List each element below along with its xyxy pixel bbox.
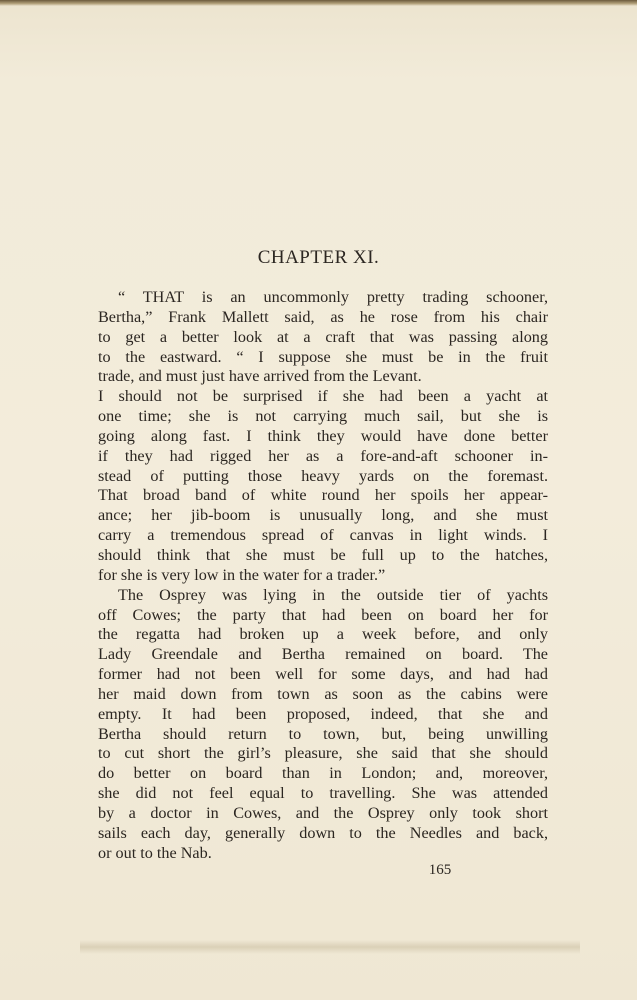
- text-line: to get a better look at a craft that was passing along: [98, 327, 548, 346]
- text-line: she did not feel equal to travelling. She was attended: [98, 784, 548, 803]
- text-line: going along fast. I think they would have done better: [98, 426, 548, 445]
- text-line: Bertha should return to town, but, being unwilling: [98, 724, 548, 743]
- text-line: sails each day, generally down to the Needles and back,: [98, 823, 548, 842]
- text-line: if they had rigged her as a fore-and-aft schooner in-: [98, 446, 548, 465]
- text-line: “ THAT is an uncommonly pretty trading schooner,: [118, 288, 548, 306]
- text-line: to the eastward. “ I suppose she must be in the fruit: [98, 347, 548, 366]
- page-bottom-shadow: [80, 940, 580, 954]
- text-line: do better on board than in London; and, moreover,: [98, 764, 548, 783]
- text-line: trade, and must just have arrived from the Levant.: [98, 367, 422, 386]
- body-text: [98, 288, 548, 863]
- text-line: or out to the Nab.: [98, 843, 212, 862]
- text-line: to cut short the girl’s pleasure, she said that she should: [98, 744, 548, 763]
- text-line: for she is very low in the water for a trader.”: [98, 565, 386, 584]
- text-line: stead of putting those heavy yards on the foremast.: [98, 466, 548, 485]
- page-top-edge: [0, 0, 637, 6]
- chapter-title: CHAPTER XI.: [257, 247, 380, 268]
- text-line: Lady Greendale and Bertha remained on board. The: [98, 645, 548, 664]
- text-line: Bertha,” Frank Mallett said, as he rose from his chair: [98, 307, 548, 326]
- text-line: the regatta had broken up a week before, and only: [98, 625, 548, 644]
- text-line: That broad band of white round her spoils her appear-: [98, 486, 548, 505]
- page-number: 165: [428, 862, 452, 878]
- text-line: empty. It had been proposed, indeed, that she and: [98, 704, 548, 723]
- text-line: should think that she must be full up to the hatches,: [98, 545, 548, 564]
- text-line: former had not been well for some days, and had had: [98, 665, 548, 684]
- text-line: I should not be surprised if she had been a yacht at: [98, 387, 548, 406]
- text-line: ance; her jib-boom is unusually long, and she must: [98, 506, 548, 525]
- text-line: one time; she is not carrying much sail, but she is: [98, 407, 548, 426]
- text-line: The Osprey was lying in the outside tier of yachts: [118, 585, 548, 604]
- text-line: her maid down from town as soon as the cabins were: [98, 684, 548, 703]
- text-line: off Cowes; the party that had been on board her for: [98, 605, 548, 624]
- text-line: by a doctor in Cowes, and the Osprey only took short: [98, 803, 548, 822]
- text-line: carry a tremendous spread of canvas in light winds. I: [98, 526, 548, 545]
